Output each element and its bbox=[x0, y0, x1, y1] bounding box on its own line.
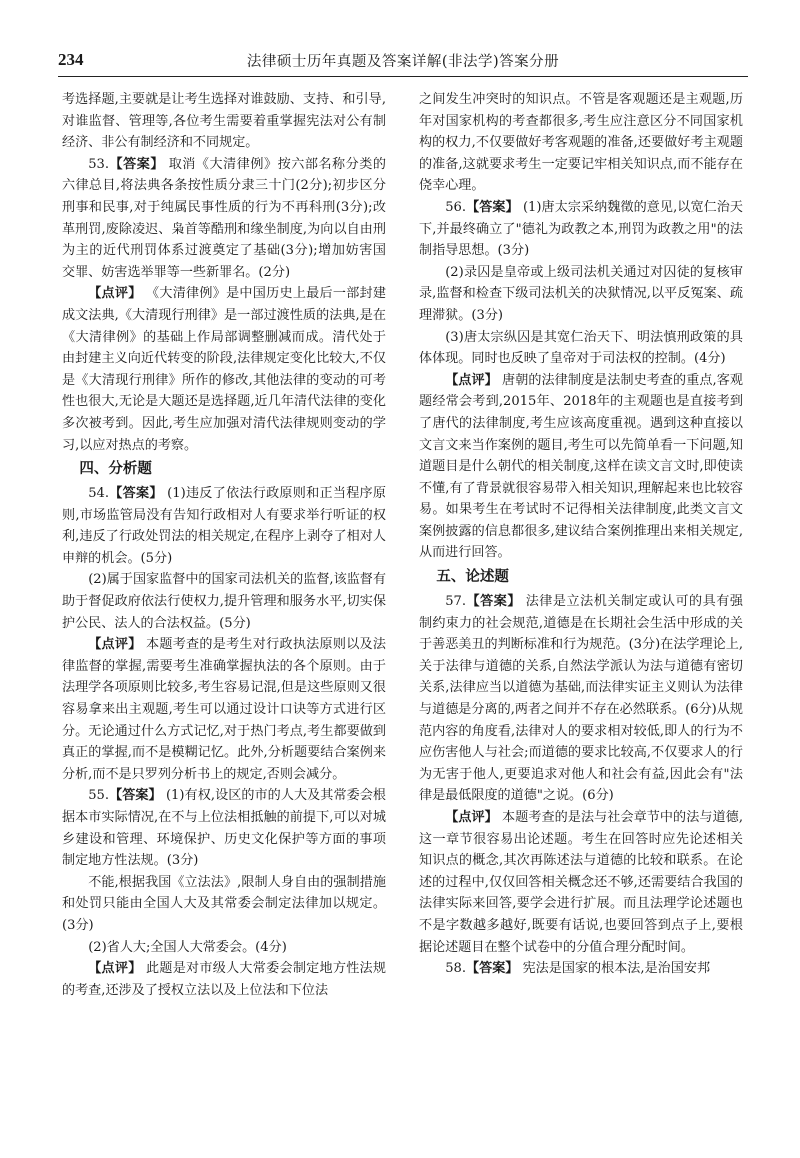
comment-55 bbox=[62, 958, 386, 1001]
comment-text: 此题是对市级人大常委会制定地方性法规的考查,还涉及了授权立法以及上位法和下位法 bbox=[62, 961, 386, 998]
answer-57 bbox=[419, 591, 743, 807]
paragraph-continued: 之间发生冲突时的知识点。不管是客观题还是主观题,历年对国家机构的考查都很多,考生应注意区分不同国家机构的权力,不仅要做好考客观题的准备,还要做好考主观题的准备,这就要求考生一定要记牢相关知识点,而不能存在侥幸心理。 bbox=[419, 92, 743, 194]
comment-tag: 【点评】 bbox=[88, 961, 142, 977]
right-column bbox=[419, 89, 743, 980]
comment-56 bbox=[419, 370, 743, 564]
page-header bbox=[58, 46, 748, 76]
section-heading-essay: 五、论述题 bbox=[436, 569, 509, 586]
answer-text: (1)唐太宗采纳魏徵的意见,以宽仁治天下,并最终确立了"德礼为政教之本,刑罚为政教之用"的法制指导思想。(3分) bbox=[419, 199, 744, 259]
comment-54 bbox=[62, 634, 386, 785]
comment-text: 本题考查的是法与社会章节中的法与道德,这一章节很容易出论述题。考生在回答时应先论述相关知识点的概念,其次再陈述法与道德的比较和联系。在论述的过程中,仅仅回答相关概念还不够,还需要结合我国的法律实际来回答,要学会进行扩展。而且法理学论述题也不是字数越多越好,既要有话说,也要回答到点子上,要根据论述题目在整个试卷中的分值合理分配时间。 bbox=[419, 810, 743, 955]
comment-tag: 【点评】 bbox=[445, 810, 498, 825]
answer-55-part3: (2)省人大;全国人大常委会。(4分) bbox=[88, 939, 287, 955]
section-heading-analysis: 四、分析题 bbox=[79, 461, 152, 478]
answer-55 bbox=[62, 785, 386, 871]
page-number: 234 bbox=[58, 50, 84, 69]
question-number: 56. bbox=[445, 199, 467, 215]
left-column bbox=[62, 89, 386, 1001]
comment-text: 本题考查的是考生对行政执法原则以及法律监督的掌握,需要考生准确掌握执法的各个原则。由于法理学各项原则比较多,考生容易记混,但是这些原则又很容易拿来出主观题,考生可以通过设计口诀等方式进行区分。无论通过什么方式记忆,对于热门考点,考生都要做到真正的掌握,而不是模糊记忆。此外,分析题要结合案例来分析,而不是只罗列分析书上的规定,否则会减分。 bbox=[62, 637, 386, 782]
answer-56-part3: (3)唐太宗纵囚是其宽仁治天下、明法慎刑政策的具体体现。同时也反映了皇帝对于司法权的控制。(4分) bbox=[419, 329, 743, 367]
answer-tag: 【答案】 bbox=[109, 156, 164, 172]
answer-53 bbox=[62, 154, 386, 284]
comment-57 bbox=[419, 807, 743, 958]
question-number: 55. bbox=[88, 788, 110, 804]
question-number: 54. bbox=[88, 486, 110, 502]
header-rule bbox=[58, 76, 748, 77]
answer-tag: 【答案】 bbox=[109, 486, 163, 502]
comment-text: 《大清律例》是中国历史上最后一部封建成文法典,《大清现行刑律》是一部过渡性质的法典,是在《大清律例》的基础上作局部调整删减而成。清代处于由封建主义向近代转变的阶段,法律规定变化比较大,不仅是《大清现行刑律》所作的修改,其他法律的变动的可考性也很大,无论是大题还是选择题,近几年清代法律的变化多次被考到。因此,考生应加强对清代法律规则变动的学习,以应对热点的考察。 bbox=[62, 286, 386, 453]
answer-55-part2: 不能,根据我国《立法法》,限制人身自由的强制措施和处罚只能由全国人大及其常委会制定法律加以规定。(3分) bbox=[62, 874, 386, 933]
answer-58 bbox=[419, 958, 743, 980]
paragraph-continued: 考选择题,主要就是让考生选择对谁鼓励、支持、和引导,对谁监督、管理等,各位考生需要着重掌握宪法对公有制经济、非公有制经济和不同规定。 bbox=[62, 92, 386, 151]
comment-tag: 【点评】 bbox=[445, 372, 498, 388]
answer-tag: 【答案】 bbox=[466, 594, 521, 610]
answer-tag: 【答案】 bbox=[466, 199, 519, 215]
answer-text: 宪法是国家的根本法,是治国安邦 bbox=[522, 961, 711, 977]
comment-53 bbox=[62, 283, 386, 456]
comment-text: 唐朝的法律制度是法制史考查的重点,客观题经常会考到,2015年、2018年的主观题也是直接考到了唐代的法律制度,考生应该高度重视。遇到这种直接以文言文来当作案例的题目,考生可以先简单看一下问题,知道题目是什么朝代的相关制度,这样在读文言文时,即使读不懂,有了背景就很容易带入相关知识,理解起来也比较容易。如果考生在考试时不记得相关法律制度,此类文言文案例披露的信息都很多,建议结合案例推理出来相关规定,从而进行回答。 bbox=[419, 372, 743, 561]
answer-54 bbox=[62, 483, 386, 569]
answer-tag: 【答案】 bbox=[466, 961, 519, 977]
answer-56-part2: (2)录囚是皇帝或上级司法机关通过对囚徒的复核审录,监督和检查下级司法机关的决狱情况,以平反冤案、疏理滞狱。(3分) bbox=[419, 264, 743, 323]
answer-text: 取消《大清律例》按六部名称分类的六律总目,将法典各条按性质分隶三十门(2分);初步区分刑事和民事,对于纯属民事性质的行为不再科刑(3分);改革刑罚,废除凌迟、枭首等酷刑和缘坐制度,为向以自由刑为主的近代刑罚体系过渡奠定了基础(3分);增加妨害国交罪、妨害选举罪等一些新罪名。(2分) bbox=[62, 156, 386, 280]
answer-text: 法律是立法机关制定或认可的具有强制约束力的社会规范,道德是在长期社会生活中形成的关于善恶美丑的判断标准和行为规范。(3分)在法学理论上,关于法律与道德的关系,自然法学派认为法与道德有密切关系,法律应当以道德为基础,而法律实证主义则认为法律与道德是分离的,两者之间并不存在必然联系。(6分)从规范内容的角度看,法律对人的要求相对较低,即人的行为不应伤害他人与社会;而道德的要求比较高,不仅要求人的行为无害于他人,更要追求对他人和社会有益,因此会有"法律是最低限度的道德"之说。(6分) bbox=[419, 594, 743, 804]
answer-54-part2: (2)属于国家监督中的国家司法机关的监督,该监督有助于督促政府依法行使权力,提升管理和服务水平,切实保护公民、法人的合法权益。(5分) bbox=[62, 572, 386, 631]
answer-text: (1)违反了依法行政原则和正当程序原则,市场监管局没有告知行政相对人有要求举行听证的权利,违反了行政处罚法的相关规定,在程序上剥夺了相对人申辩的机会。(5分) bbox=[62, 486, 387, 566]
question-number: 57. bbox=[445, 594, 467, 610]
answer-56 bbox=[419, 197, 743, 262]
comment-tag: 【点评】 bbox=[88, 637, 142, 653]
question-number: 58. bbox=[445, 961, 467, 977]
answer-tag: 【答案】 bbox=[109, 788, 162, 804]
question-number: 53. bbox=[88, 156, 110, 172]
comment-tag: 【点评】 bbox=[88, 286, 142, 302]
answer-text: (1)有权,设区的市的人大及其常委会根据本市实际情况,在不与上位法相抵触的前提下,可以对城乡建设和管理、环境保护、历史文化保护等方面的事项制定地方性法规。(3分) bbox=[62, 788, 387, 869]
book-title: 法律硕士历年真题及答案详解(非法学)答案分册 bbox=[246, 54, 560, 70]
